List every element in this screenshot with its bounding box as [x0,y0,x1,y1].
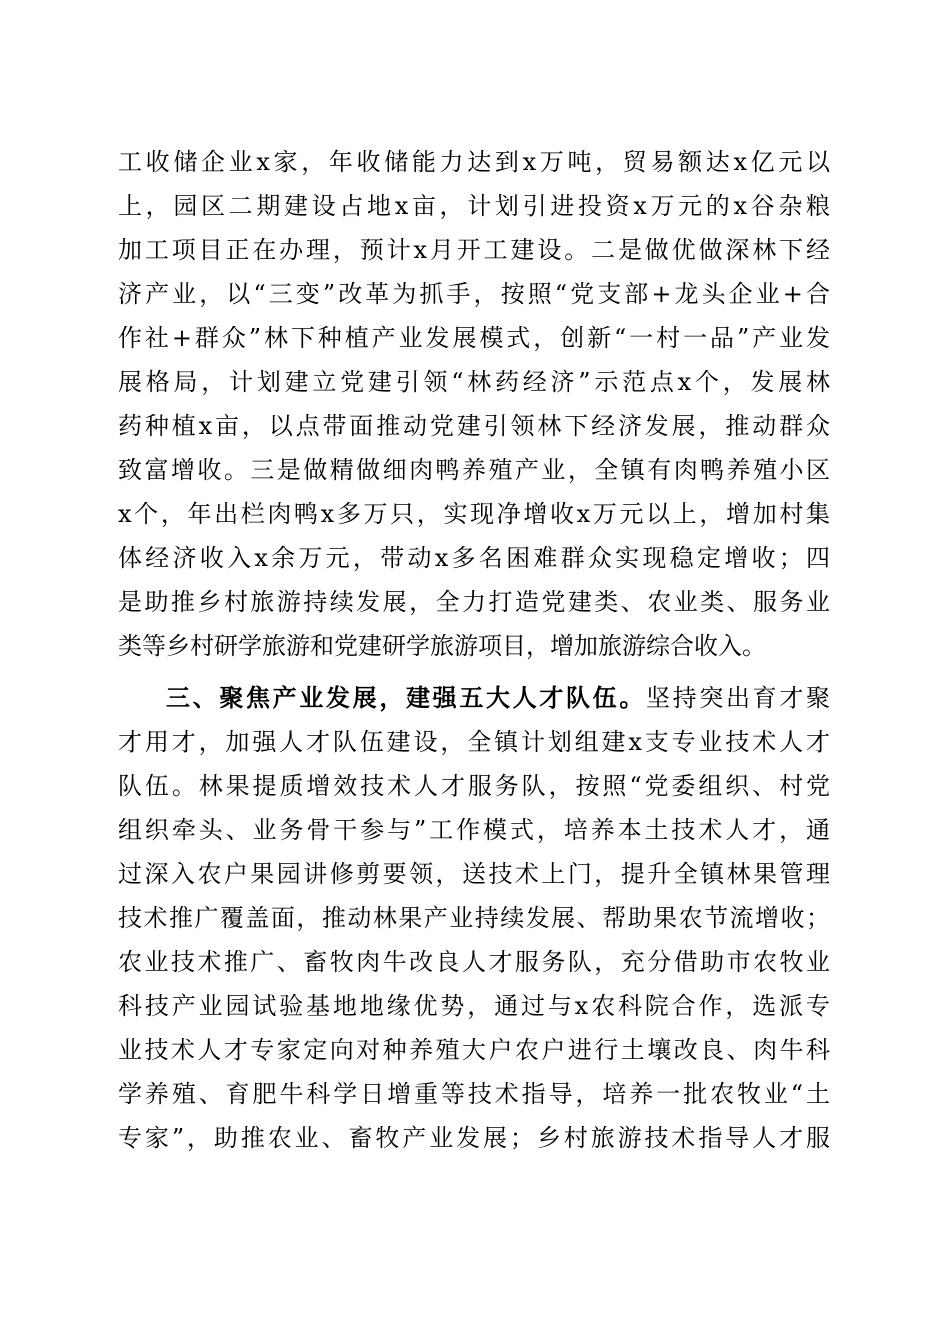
paragraph-1-line-8: 致富增收。三是做精做细肉鸭养殖产业，全镇有肉鸭养殖小区 [118,456,830,484]
paragraph-1-line-10: 体经济收入x余万元，带动x多名困难群众实现稳定增收；四 [118,544,830,572]
paragraph-1-line-5: 作社+群众”林下种植产业发展模式，创新“一村一品”产业发 [118,324,830,352]
paragraph-1-line-2: 上，园区二期建设占地x亩，计划引进投资x万元的x谷杂粮 [118,192,830,220]
paragraph-2-line-11: 专家”，助推农业、畜牧产业发展；乡村旅游技术指导人才服 [118,1124,830,1152]
section-heading: 三、聚焦产业发展，建强五大人才队伍。 [166,683,646,712]
paragraph-1-line-9: x个，年出栏肉鸭x多万只，实现净增收x万元以上，增加村集 [118,500,830,528]
paragraph-2-line-8: 科技产业园试验基地地缘优势，通过与x农科院合作，选派专 [118,992,830,1020]
paragraph-2-line-5: 过深入农户果园讲修剪要领，送技术上门，提升全镇林果管理 [118,860,830,888]
paragraph-1-line-11: 是助推乡村旅游持续发展，全力打造党建类、农业类、服务业 [118,588,830,616]
section-heading-continuation: 坚持突出育才聚 [646,684,830,712]
paragraph-2-line-3: 队伍。林果提质增效技术人才服务队，按照“党委组织、村党 [118,772,830,800]
paragraph-2-line-7: 农业技术推广、畜牧肉牛改良人才服务队，充分借助市农牧业 [118,948,830,976]
paragraph-1-line-4: 济产业，以“三变”改革为抓手，按照“党支部+龙头企业+合 [118,280,830,308]
paragraph-1-line-1: 工收储企业x家，年收储能力达到x万吨，贸易额达x亿元以 [118,148,830,176]
paragraph-1-line-7: 药种植x亩，以点带面推动党建引领林下经济发展，推动群众 [118,412,830,440]
paragraph-2-line-10: 学养殖、育肥牛科学日增重等技术指导，培养一批农牧业“土 [118,1080,830,1108]
paragraph-1-line-3: 加工项目正在办理，预计x月开工建设。二是做优做深林下经 [118,236,830,264]
paragraph-2-line-4: 组织牵头、业务骨干参与”工作模式，培养本土技术人才，通 [118,816,830,844]
paragraph-2-line-1 [166,678,830,718]
paragraph-1-line-12: 类等乡村研学旅游和党建研学旅游项目，增加旅游综合收入。 [118,632,766,660]
paragraph-2-line-6: 技术推广覆盖面，推动林果产业持续发展、帮助果农节流增收； [118,904,830,932]
paragraph-1-line-6: 展格局，计划建立党建引领“林药经济”示范点x个，发展林 [118,368,830,396]
paragraph-2-line-9: 业技术人才专家定向对种养殖大户农户进行土壤改良、肉牛科 [118,1036,830,1064]
paragraph-2-line-2: 才用才，加强人才队伍建设，全镇计划组建x支专业技术人才 [118,728,830,756]
